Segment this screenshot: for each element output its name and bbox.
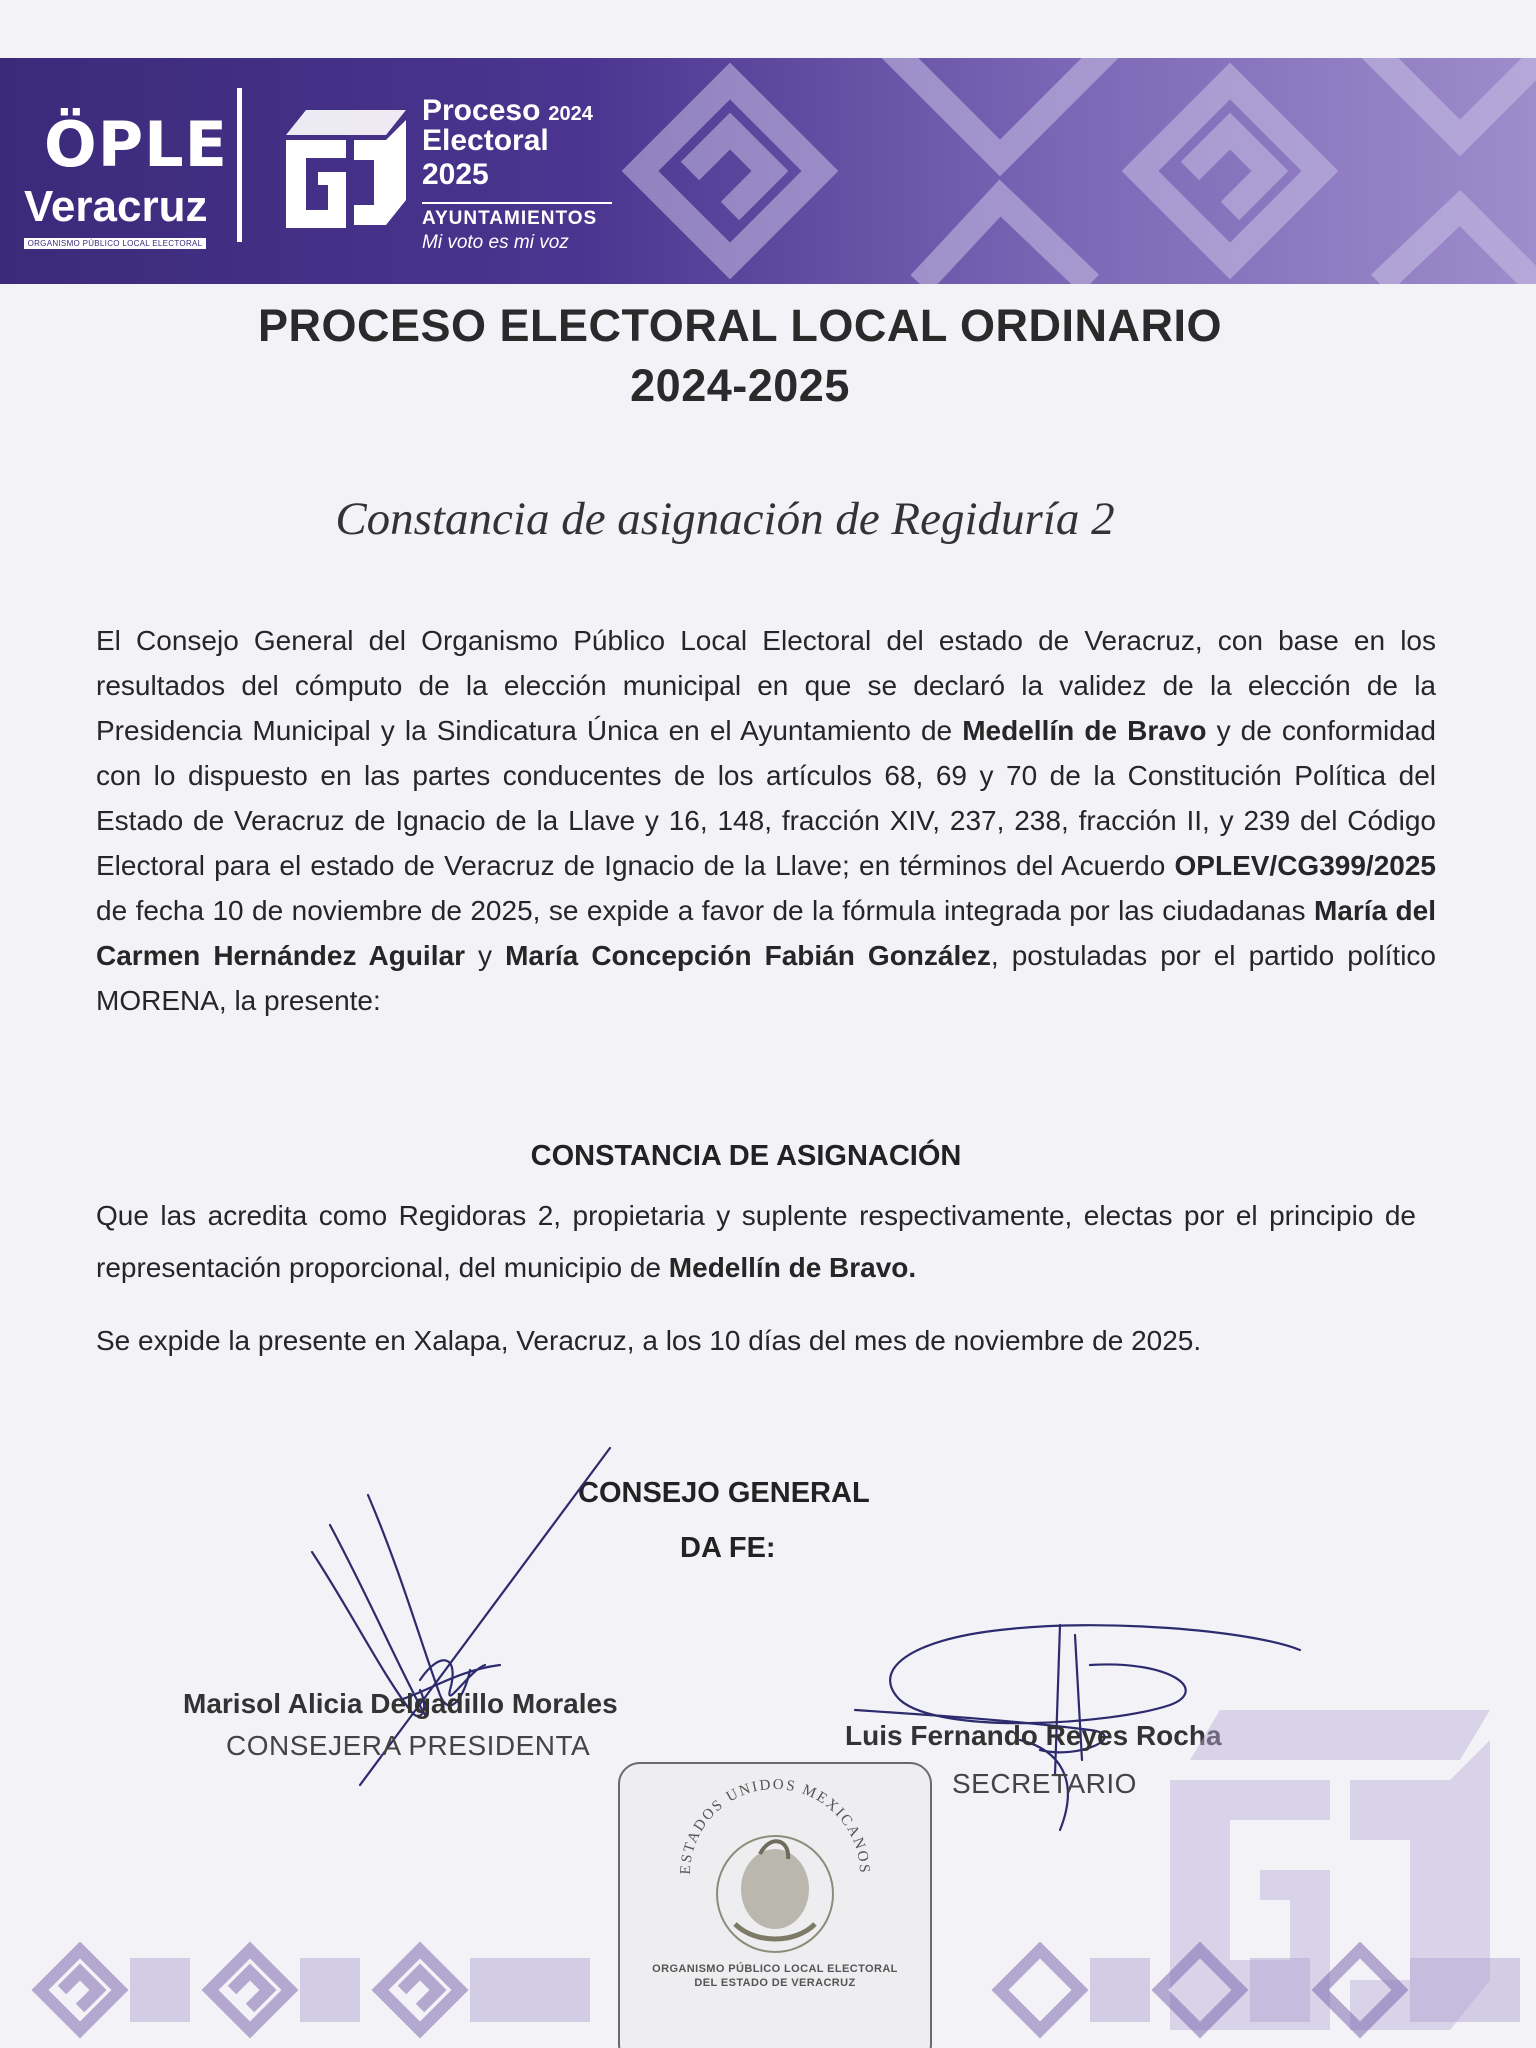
seal-circle-text: ESTADOS UNIDOS MEXICANOS xyxy=(677,1776,873,1875)
p2-text-a: Que las acredita como Regidoras 2, propietaria y suplente respectivamente, electas por el principio de representación proporcional, del municipio de xyxy=(96,1200,1416,1283)
process-word: Proceso xyxy=(422,94,541,127)
document-title-line2: 2024-2025 xyxy=(630,360,850,411)
p1-municipio: Medellín de Bravo xyxy=(962,715,1207,746)
right-signer-role: SECRETARIO xyxy=(952,1768,1137,1799)
bottom-fret-border xyxy=(0,1930,1536,2048)
right-signer-name: Luis Fernando Reyes Rocha xyxy=(845,1720,1222,1751)
ople-wordmark: ÖPLE xyxy=(44,108,229,181)
acreditation-paragraph xyxy=(96,1190,1416,1294)
veracruz-wordmark: Veracruz xyxy=(24,182,208,231)
process-electoral-year: Electoral 2025 xyxy=(422,124,549,191)
document-title-line1: PROCESO ELECTORAL LOCAL ORDINARIO xyxy=(257,300,1223,351)
p1-text-b: y de conformidad con lo dispuesto en las partes conducentes de los artículos 68, 69 y 70 de la Constitución Política del Estado de Veracruz de Ignacio de la Llave y 16, 148, fracción XIV, 237, 238, fracción II, y 239 del Código Electoral para el estado de Veracruz de Ignacio de la Llave; en términos del Acuerdo xyxy=(96,715,1436,881)
left-signer-name: Marisol Alicia Delgadillo Morales xyxy=(183,1688,618,1719)
main-paragraph xyxy=(96,618,1436,1023)
p1-text-e: , postuladas por el partido político MORENA, la presente: xyxy=(96,940,1436,1016)
seal-org-line1: ORGANISMO PÚBLICO LOCAL ELECTORAL xyxy=(652,1963,898,1975)
constancia-heading: CONSTANCIA DE ASIGNACIÓN xyxy=(530,1140,962,1172)
p1-text-a: El Consejo General del Organismo Público Local Electoral del estado de Veracruz, con base en los resultados del cómputo de la elección municipal en que se declaró la validez de la elección de la Presidencia Municipal y la Sindicatura Única en el Ayuntamiento de xyxy=(96,625,1436,746)
left-signer-role: CONSEJERA PRESIDENTA xyxy=(226,1730,591,1761)
process-electoral-label xyxy=(422,94,612,254)
p1-name2: María Concepción Fabián González xyxy=(505,940,991,971)
p1-text-c: de fecha 10 de noviembre de 2025, se expide a favor de la fórmula integrada por las ciudadanas xyxy=(96,895,1314,926)
org-tagline: ORGANISMO PÚBLICO LOCAL ELECTORAL xyxy=(24,238,206,249)
ayuntamientos-label: AYUNTAMIENTOS xyxy=(422,202,612,230)
p2-municipio: Medellín de Bravo. xyxy=(668,1252,917,1283)
process-cube-logo xyxy=(276,100,416,240)
header-banner xyxy=(0,58,1536,284)
p1-text-d: y xyxy=(464,940,506,971)
logo-divider xyxy=(237,88,242,242)
process-year: 2024 xyxy=(548,103,593,125)
council-label: CONSEJO GENERAL xyxy=(578,1477,870,1509)
greek-fret-pattern xyxy=(620,58,1536,284)
issue-paragraph: Se expide la presente en Xalapa, Veracruz, a los 10 días del mes de noviembre de 2025. xyxy=(96,1325,1202,1356)
da-fe-label: DA FE: xyxy=(680,1532,776,1564)
slogan: Mi voto es mi voz xyxy=(422,232,569,253)
document-subtitle: Constancia de asignación de Regiduría 2 xyxy=(335,493,1115,545)
p1-name1: María del Carmen Hernández Aguilar xyxy=(96,895,1436,971)
seal-org-line2: DEL ESTADO DE VERACRUZ xyxy=(694,1977,856,1989)
p1-acuerdo: OPLEV/CG399/2025 xyxy=(1174,850,1436,881)
ople-veracruz-logo xyxy=(24,98,229,268)
